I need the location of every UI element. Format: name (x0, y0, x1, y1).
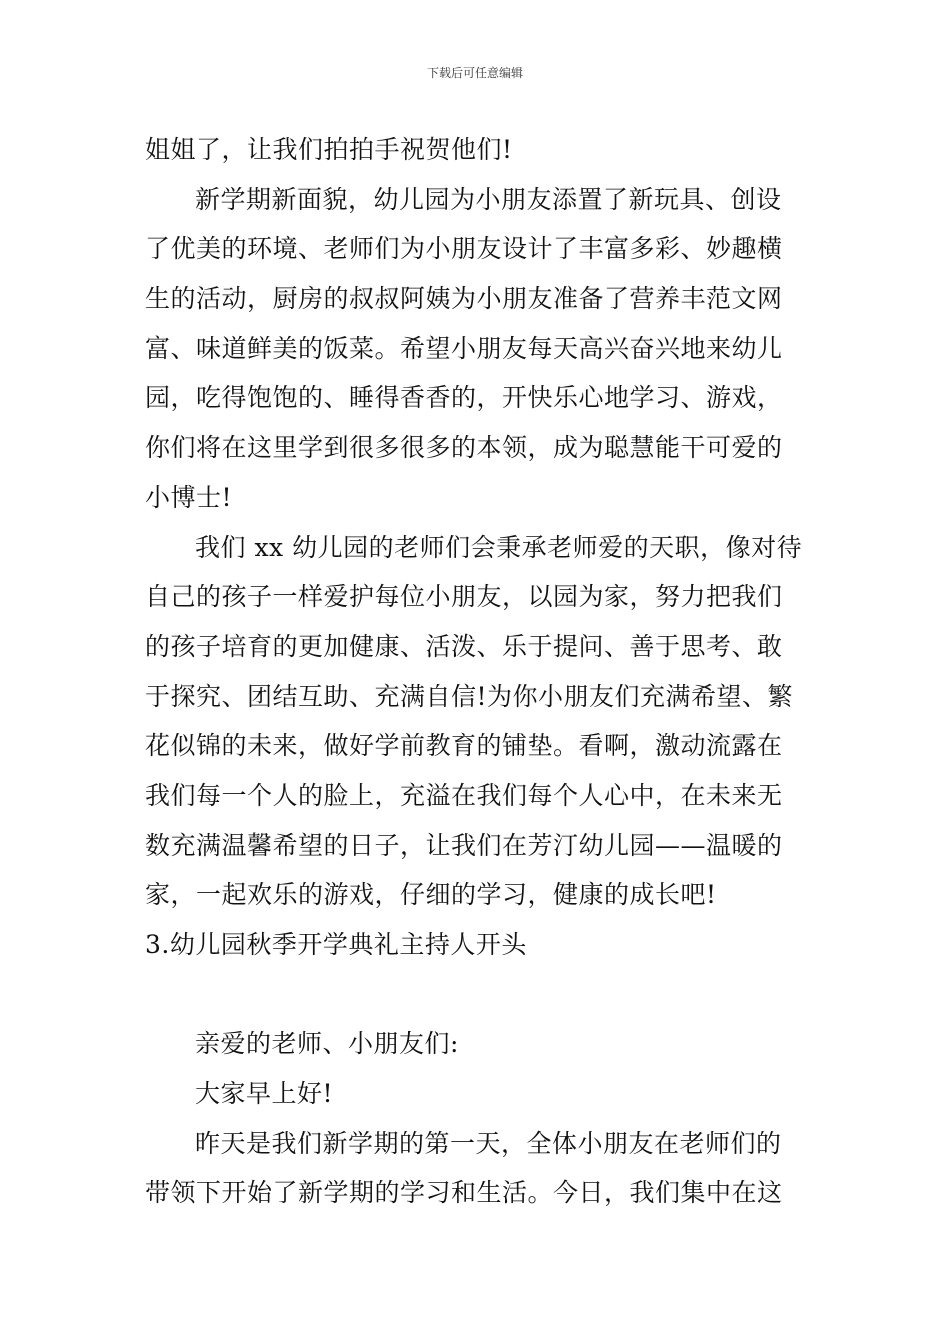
text-line: 自己的孩子一样爱护每位小朋友，以园为家，努力把我们 (145, 582, 783, 612)
page-header: 下载后可任意编辑 (426, 66, 523, 80)
text-line: 了优美的环境、老师们为小朋友设计了丰富多彩、妙趣横 (145, 234, 783, 264)
paragraph-start-line: 新学期新面貌，幼儿园为小朋友添置了新玩具、创设 (195, 184, 782, 214)
text-line: 姐姐了，让我们拍拍手祝贺他们! (145, 135, 513, 164)
text-line: 我们每一个人的脸上，充溢在我们每个人心中，在未来无 (145, 780, 783, 810)
text-line: 富、味道鲜美的饭菜。希望小朋友每天高兴奋兴地来幼儿 (145, 333, 783, 363)
text-line: 小博士! (145, 482, 233, 512)
section-heading: 3.幼儿园秋季开学典礼主持人开头 (145, 930, 527, 959)
text-line: 带领下开始了新学期的学习和生活。今日，我们集中在这 (145, 1178, 783, 1208)
text-line: 的孩子培育的更加健康、活泼、乐于提问、善于思考、敢 (145, 631, 783, 661)
paragraph-start-line: 我们 xx 幼儿园的老师们会秉承老师爱的天职，像对待 (195, 532, 803, 562)
paragraph-start-line: 昨天是我们新学期的第一天，全体小朋友在老师们的 (195, 1128, 782, 1158)
greeting-line: 大家早上好! (195, 1079, 334, 1109)
text-line: 于探究、团结互助、充满自信!为你小朋友们充满希望、繁 (145, 681, 794, 711)
text-line: 生的活动，厨房的叔叔阿姨为小朋友准备了营养丰范文网 (145, 284, 783, 314)
text-line: 数充满温馨希望的日子，让我们在芳汀幼儿园——温暖的 (145, 830, 783, 860)
salutation-line: 亲爱的老师、小朋友们: (195, 1029, 459, 1059)
document-body (145, 125, 810, 1218)
text-line: 家，一起欢乐的游戏，仔细的学习，健康的成长吧! (145, 880, 717, 910)
text-line: 园，吃得饱饱的、睡得香香的，开快乐心地学习、游戏， (145, 383, 783, 413)
blank-line (145, 970, 810, 1020)
text-line: 花似锦的未来，做好学前教育的铺垫。看啊，激动流露在 (145, 731, 783, 761)
text-line: 你们将在这里学到很多很多的本领，成为聪慧能干可爱的 (145, 433, 783, 463)
